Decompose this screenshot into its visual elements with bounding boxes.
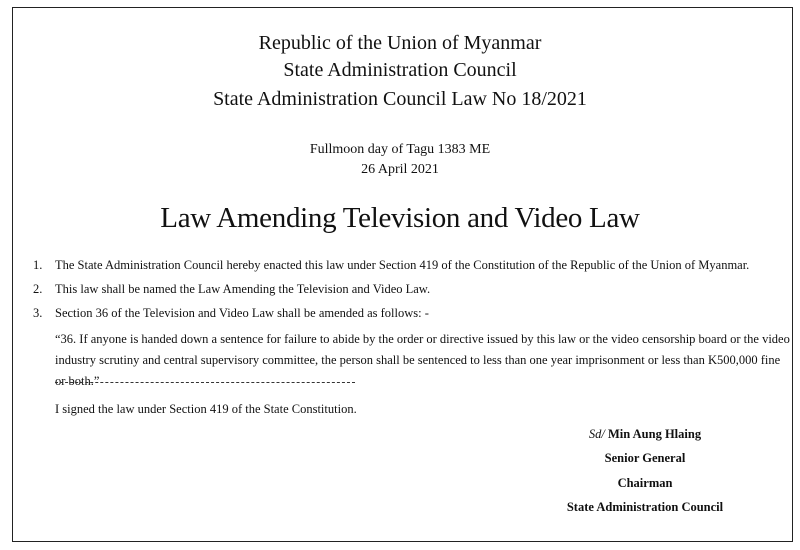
signatory-organization: State Administration Council bbox=[566, 500, 724, 514]
header-country: Republic of the Union of Myanmar bbox=[258, 32, 542, 54]
law-title: Law Amending Television and Video Law bbox=[160, 202, 640, 234]
header-council: State Administration Council bbox=[283, 59, 517, 81]
date-myanmar-calendar: Fullmoon day of Tagu 1383 ME bbox=[309, 142, 491, 157]
signed-statement: I signed the law under Section 419 of the State Constitution. bbox=[55, 402, 357, 416]
signature-name-line bbox=[540, 428, 750, 441]
signature-prefix: Sd/ bbox=[588, 427, 605, 441]
list-item-number: 3. bbox=[33, 306, 43, 320]
list-item bbox=[33, 283, 430, 296]
list-item-text: This law shall be named the Law Amending the Television and Video Law. bbox=[55, 282, 431, 296]
list-item-number: 2. bbox=[33, 282, 43, 296]
list-item-text: Section 36 of the Television and Video Law shall be amended as follows: - bbox=[55, 306, 429, 320]
signatory-name: Min Aung Hlaing bbox=[608, 427, 702, 441]
amended-section-quote: “36. If anyone is handed down a sentence for failure to abide by the order or directive issued by this law or the video censorship board or the video industry scrutiny and central supervisory committee, the person shall be sentenced to less than one year imprisonment or less than K500,000 fine or both.” bbox=[55, 332, 790, 388]
header-law-number: State Administration Council Law No 18/2021 bbox=[213, 88, 587, 110]
list-item bbox=[33, 259, 749, 272]
list-item-number: 1. bbox=[33, 258, 43, 272]
date-gregorian: 26 April 2021 bbox=[361, 162, 439, 177]
list-item bbox=[33, 307, 429, 320]
signatory-rank: Senior General bbox=[604, 451, 686, 465]
dashed-divider bbox=[55, 382, 355, 383]
signatory-position: Chairman bbox=[617, 476, 673, 490]
list-item-text: The State Administration Council hereby enacted this law under Section 419 of the Constitution of the Republic of the Union of Myanmar. bbox=[55, 258, 750, 272]
